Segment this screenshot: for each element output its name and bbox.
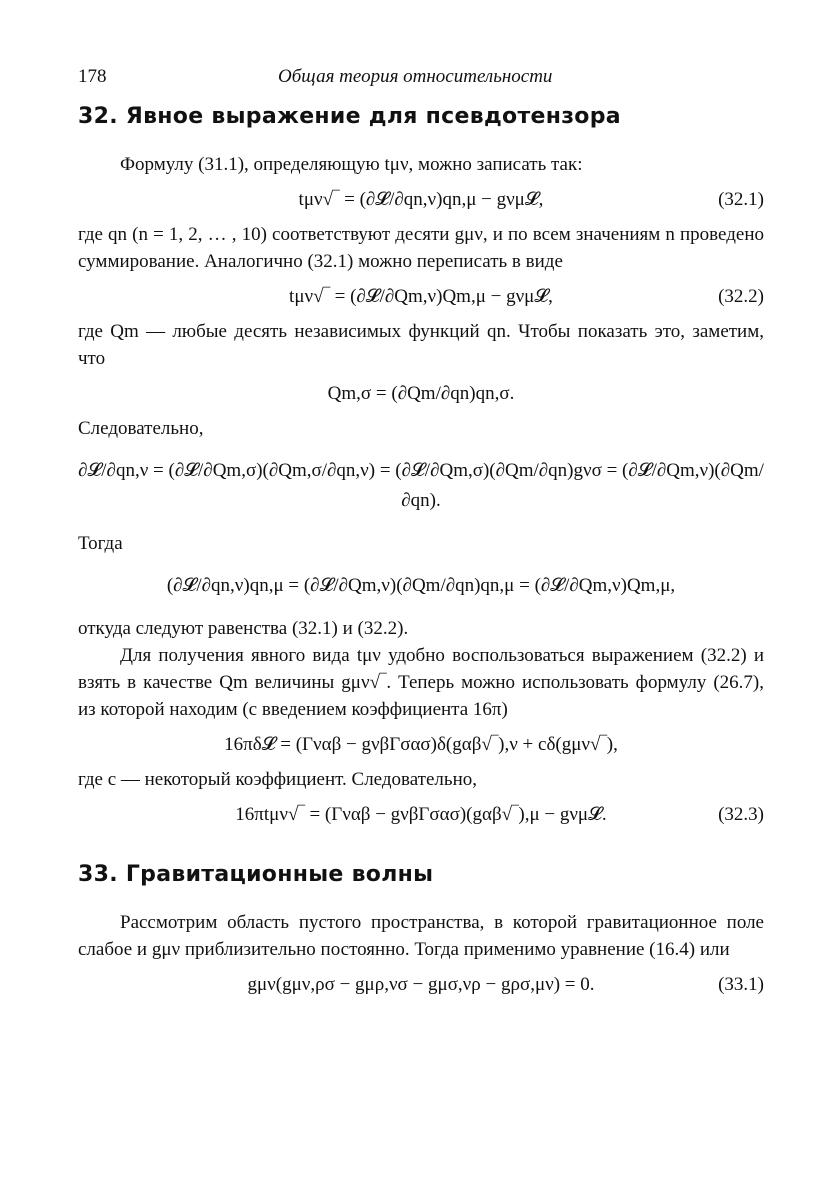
equation-then-body: (∂𝓛/∂qn,ν)qn,μ = (∂𝓛/∂Qm,ν)(∂Qm/∂qn)qn,μ = (∂𝓛/∂Qm,ν)Qm,μ, [166, 575, 676, 596]
equation-variation [78, 731, 764, 758]
book-page [78, 62, 764, 1006]
paragraph-32-1: Формулу (31.1), определяющую tμν, можно записать так: [120, 154, 583, 175]
equation-33-1-body: gμν(gμν,ρσ − gμρ,νσ − gμσ,νρ − gρσ,μν) = 0. [247, 974, 595, 995]
equation-33-1 [78, 971, 764, 998]
equation-32-3-number: (32.3) [718, 804, 764, 825]
equation-32-3 [78, 801, 764, 828]
equation-32-2-body: tμν√‾ = (∂𝓛/∂Qm,ν)Qm,μ − gνμ𝓛, [289, 286, 553, 307]
section-32-title: 32. Явное выражение для псевдотензора [78, 104, 621, 129]
paragraph-32-8: где c — некоторый коэффициент. Следовательно, [78, 769, 477, 790]
page-header [78, 62, 764, 96]
paragraph-32-2: где qn (n = 1, 2, … , 10) соответствуют десяти gμν, и по всем значениям n проведено суммирование. Аналогично (32.1) можно переписать в виде [78, 224, 764, 272]
running-title: Общая теория относительности [278, 66, 553, 87]
equation-derivative-chain-body: ∂𝓛/∂qn,ν = (∂𝓛/∂Qm,σ)(∂Qm,σ/∂qn,ν) = (∂𝓛/∂Qm,σ)(∂Qm/∂qn)gνσ = (∂𝓛/∂Qm,ν)(∂Qm/∂qn). [78, 460, 764, 511]
paragraph-32-7: Для получения явного вида tμν удобно воспользоваться выражением (32.2) и взять в качестве Qm величины gμν√‾. Теперь можно использовать формулу (26.7), из которой находим (с введением коэффициента 16π) [78, 645, 764, 720]
paragraph-32-6: откуда следуют равенства (32.1) и (32.2). [78, 618, 409, 639]
paragraph-32-4: Следовательно, [78, 418, 204, 439]
equation-32-1-body: tμν√‾ = (∂𝓛/∂qn,ν)qn,μ − gνμ𝓛, [298, 189, 544, 210]
equation-variation-body: 16πδ𝓛 = (Γναβ − gνβΓσασ)δ(gαβ√‾),ν + cδ(gμν√‾), [224, 734, 618, 755]
section-33-title: 33. Гравитационные волны [78, 862, 434, 887]
equation-33-1-number: (33.1) [718, 974, 764, 995]
page-number: 178 [78, 66, 107, 87]
equation-32-1 [78, 186, 764, 213]
paragraph-32-3: где Qm — любые десять независимых функций qn. Чтобы показать это, заметим, что [78, 321, 764, 369]
equation-qm-sigma-body: Qm,σ = (∂Qm/∂qn)qn,σ. [327, 383, 515, 404]
paragraph-32-5: Тогда [78, 533, 123, 554]
equation-then [78, 571, 764, 601]
equation-derivative-chain [78, 456, 764, 516]
equation-32-2-number: (32.2) [718, 286, 764, 307]
equation-32-3-body: 16πtμν√‾ = (Γναβ − gνβΓσασ)(gαβ√‾),μ − gνμ𝓛. [235, 804, 607, 825]
paragraph-33-1: Рассмотрим область пустого пространства, в которой гравитационное поле слабое и gμν приблизительно постоянно. Тогда применимо уравнение (16.4) или [78, 912, 764, 960]
equation-32-1-number: (32.1) [718, 189, 764, 210]
equation-qm-sigma [78, 380, 764, 407]
equation-32-2 [78, 283, 764, 310]
